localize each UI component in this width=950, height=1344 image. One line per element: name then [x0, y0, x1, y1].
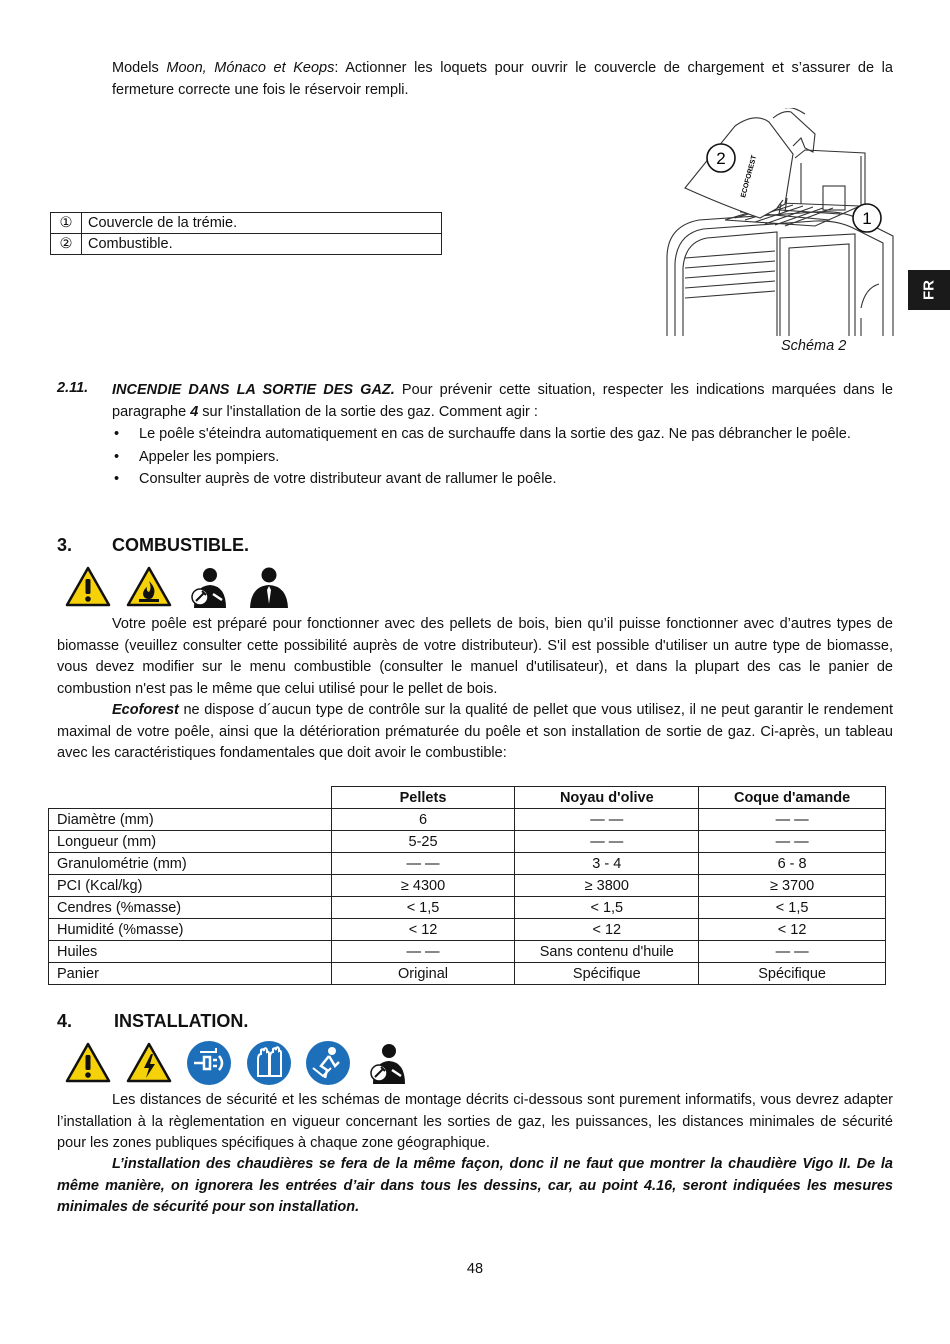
table-row	[49, 941, 886, 963]
legend-table	[50, 212, 442, 255]
table-header	[49, 787, 332, 809]
table-cell: 3 - 4	[515, 853, 699, 875]
table-cell: — —	[699, 941, 886, 963]
table-cell: Original	[331, 963, 515, 985]
language-tab: FR	[908, 270, 950, 310]
table-row	[49, 963, 886, 985]
legend-number: ②	[51, 234, 82, 255]
section-4-paragraph-1: Les distances de sécurité et les schémas de montage décrits ci-dessous sont purement informatifs, vous devrez adapter l’installation à la règlementation en vigueur concernant les sorties de gaz, les puissances, les distances minimales de sécurité pour les zones publiques spécifiques à chaque zone géographique.	[57, 1092, 893, 1151]
table-cell: ≥ 3700	[699, 875, 886, 897]
table-cell: Spécifique	[699, 963, 886, 985]
table-cell: < 12	[331, 919, 515, 941]
warning-icon	[65, 566, 111, 608]
marker-2: 2	[716, 149, 726, 168]
figure-caption: Schéma 2	[781, 338, 847, 354]
list-item: • Consulter auprès de votre distributeur avant de rallumer le poêle.	[112, 469, 893, 491]
technician-icon	[365, 1042, 411, 1084]
row-label: Granulométrie (mm)	[49, 853, 332, 875]
table-header: Noyau d'olive	[515, 787, 699, 809]
row-label: Huiles	[49, 941, 332, 963]
list-item: • Le poêle s'éteindra automatiquement en cas de surchauffe dans la sortie des gaz. Ne pas débrancher le poêle.	[112, 424, 893, 446]
table-cell: 6 - 8	[699, 853, 886, 875]
row-label: Diamètre (mm)	[49, 809, 332, 831]
table-cell: — —	[699, 831, 886, 853]
table-cell: < 1,5	[515, 897, 699, 919]
table-cell: < 1,5	[331, 897, 515, 919]
list-item: • Appeler les pompiers.	[112, 447, 893, 469]
electric-hazard-icon	[126, 1042, 172, 1084]
unplug-icon	[186, 1040, 232, 1086]
gloves-icon	[246, 1040, 292, 1086]
table-cell: — —	[331, 941, 515, 963]
section-3-title: COMBUSTIBLE.	[112, 535, 249, 555]
table-header: Coque d'amande	[699, 787, 886, 809]
read-manual-icon	[305, 1040, 351, 1086]
page-number: 48	[466, 1261, 484, 1277]
table-cell: < 12	[515, 919, 699, 941]
table-cell: ≥ 3800	[515, 875, 699, 897]
table-cell: ≥ 4300	[331, 875, 515, 897]
table-row	[49, 897, 886, 919]
table-cell: Spécifique	[515, 963, 699, 985]
row-label: Cendres (%masse)	[49, 897, 332, 919]
section-4-number: 4.	[57, 1011, 73, 1031]
section-2-11-bullets	[112, 424, 893, 492]
intro-paragraph: Models Moon, Mónaco et Keops: Actionner les loquets pour ouvrir le couvercle de chargement et s’assurer de la fermeture correcte une fois le réservoir rempli.	[112, 60, 893, 98]
section-4-title: INSTALLATION.	[114, 1011, 249, 1031]
section-3-paragraph-2: Ecoforest ne dispose d´aucun type de contrôle sur la qualité de pellet que vous utilisez, il ne peut garantir le rendement maximal de votre poêle, ainsi que la détérioration prématurée du poêle et son installation de sortie de gaz. Ci-après, un tableau avec les caractéristiques fondamentales que doit avoir le combustible:	[57, 702, 893, 761]
marker-1: 1	[862, 209, 872, 228]
table-row	[49, 875, 886, 897]
table-cell: < 1,5	[699, 897, 886, 919]
flammable-icon	[126, 566, 172, 608]
fuel-characteristics-table	[48, 786, 886, 985]
table-row	[49, 919, 886, 941]
legend-label: Couvercle de la trémie.	[82, 213, 442, 234]
user-icon	[246, 566, 292, 608]
table-cell: 5-25	[331, 831, 515, 853]
table-row	[49, 853, 886, 875]
table-cell: — —	[515, 831, 699, 853]
row-label: Panier	[49, 963, 332, 985]
row-label: PCI (Kcal/kg)	[49, 875, 332, 897]
section-2-11-text: INCENDIE DANS LA SORTIE DES GAZ. Pour prévenir cette situation, respecter les indications marquées dans le paragraphe 4 sur l'installation de la sortie des gaz. Comment agir :	[112, 382, 893, 420]
technician-icon	[186, 566, 232, 608]
table-row	[49, 831, 886, 853]
section-3-paragraph-1: Votre poêle est préparé pour fonctionner avec des pellets de bois, bien qu’il puisse fonctionner avec d’autres types de biomasse (veuillez consulter cette possibilité auprès de votre distributeur). S'il est possible d'utiliser un autre type de biomasse, vous devez modifier sur le menu combustible (consulter le manuel d'utilisateur), et dans la plupart des cas le panier de combustion n'est pas le même que celui utilisé pour le pellet de bois.	[57, 616, 893, 697]
legend-row	[51, 213, 442, 234]
table-header: Pellets	[331, 787, 515, 809]
table-cell: — —	[699, 809, 886, 831]
table-cell: 6	[331, 809, 515, 831]
row-label: Humidité (%masse)	[49, 919, 332, 941]
warning-icon	[65, 1042, 111, 1084]
legend-row	[51, 234, 442, 255]
section-2-11-number: 2.11.	[57, 380, 89, 396]
legend-number: ①	[51, 213, 82, 234]
legend-label: Combustible.	[82, 234, 442, 255]
table-row	[49, 809, 886, 831]
section-4-paragraph-2: L’installation des chaudières se fera de la même façon, donc il ne faut que montrer la chaudière Vigo II. De la même manière, on ignorera les entrées d’air dans tous les dessins, car, au point 4.16, seront indiquées les mesures minimales de sécurité pour son installation.	[57, 1156, 893, 1215]
table-header-row	[49, 787, 886, 809]
table-cell: Sans contenu d'huile	[515, 941, 699, 963]
stove-hopper-illustration	[665, 108, 895, 340]
table-cell: — —	[331, 853, 515, 875]
table-cell: < 12	[699, 919, 886, 941]
table-cell: — —	[515, 809, 699, 831]
row-label: Longueur (mm)	[49, 831, 332, 853]
sack-brand: ECOFOREST	[740, 154, 759, 199]
section-3-number: 3.	[57, 535, 73, 555]
